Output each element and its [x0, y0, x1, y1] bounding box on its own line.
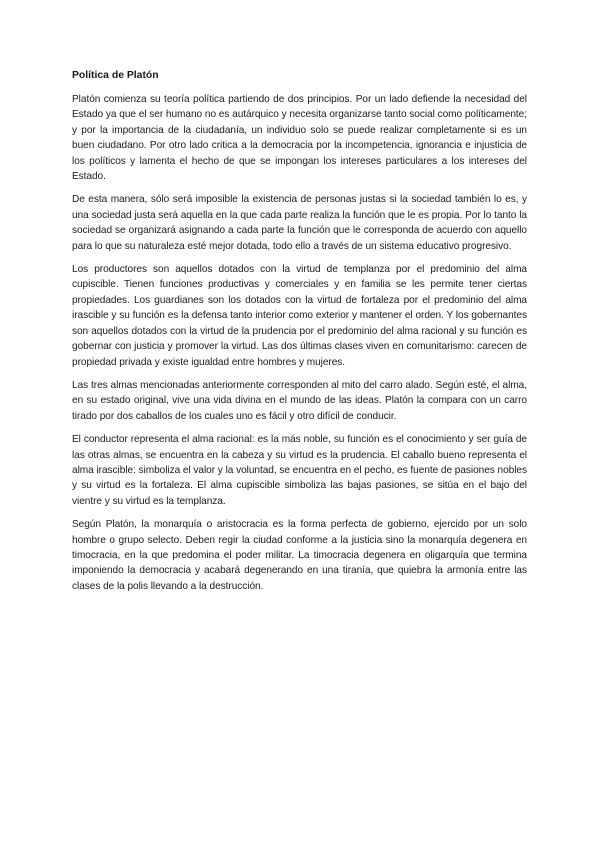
paragraph-just-society: De esta manera, sólo será imposible la existencia de personas justas si la sociedad también lo es, y una sociedad justa será aquella en la que cada parte realiza la función que le es propia. Por lo tanto la sociedad se organizará asignando a cada parte la función que le corresponda de acuerdo con aquello para lo que su naturaleza esté mejor dotada, todo ello a través de un sistema educativo progresivo. [72, 194, 527, 252]
document-title: Política de Platón [72, 70, 159, 81]
paragraph-winged-chariot: Las tres almas mencionadas anteriormente corresponden al mito del carro alado. Según esté, el alma, en su estado original, vive una vida divina en el mundo de las ideas. Platón la compara con un carro tirado por dos caballos de los cuales uno es fácil y otro difícil de conducir. [72, 379, 527, 422]
paragraph-forms-of-government: Según Platón, la monarquía o aristocracia es la forma perfecta de gobierno, ejercido por un solo hombre o grupo selecto. Deben regir la ciudad conforme a la justicia sino la monarquía degenera en timocracia, en la que predomina el poder militar. La timocracia degenera en oligarquía que termina imponiendo la democracia y acabará degenerando en una tiranía, que quiebra la armonía entre las clases de la polis llevando a la destrucción. [72, 519, 527, 592]
paragraph-souls: El conductor representa el alma racional: es la más noble, su función es el conocimiento y ser guía de las otras almas, se encuentra en la cabeza y su virtud es la prudencia. El caballo bueno representa el alma irascible: simboliza el valor y la voluntad, se encuentra en el pecho, es fuente de pasiones nobles y su virtud es la fortaleza. El alma cupiscible simboliza las bajas pasiones, se sitúa en el bajo del vientre y su virtud es la templanza. [72, 434, 527, 507]
document-body [72, 68, 527, 602]
paragraph-social-classes: Los productores son aquellos dotados con la virtud de templanza por el predominio del alma cupiscible. Tienen funciones productivas y comerciales y en familia se les permite tener ciertas propiedades. Los guardianes son los dotados con la virtud de fortaleza por el predominio del alma irascible y su función es la defensa tanto interior como exterior y mantener el orden. Y los gobernantes son aquellos dotados con la virtud de la prudencia por el predominio del alma racional y su función es gobernar con justicia y promover la virtud. Las dos últimas clases viven en comunitarismo: carecen de propiedad privada y existe igualdad entre hombres y mujeres. [72, 264, 527, 368]
paragraph-principles: Platón comienza su teoría política partiendo de dos principios. Por un lado defiende la necesidad del Estado ya que el ser humano no es autárquico y necesita organizarse tanto social como políticamente; y por la importancia de la ciudadanía, un individuo solo se puede realizar completamente si es un buen ciudadano. Por otro lado critica a la democracia por la incompetencia, ignorancia e injusticia de los políticos y lamenta el hecho de que se impongan los intereses particulares a los intereses del Estado. [72, 94, 527, 183]
